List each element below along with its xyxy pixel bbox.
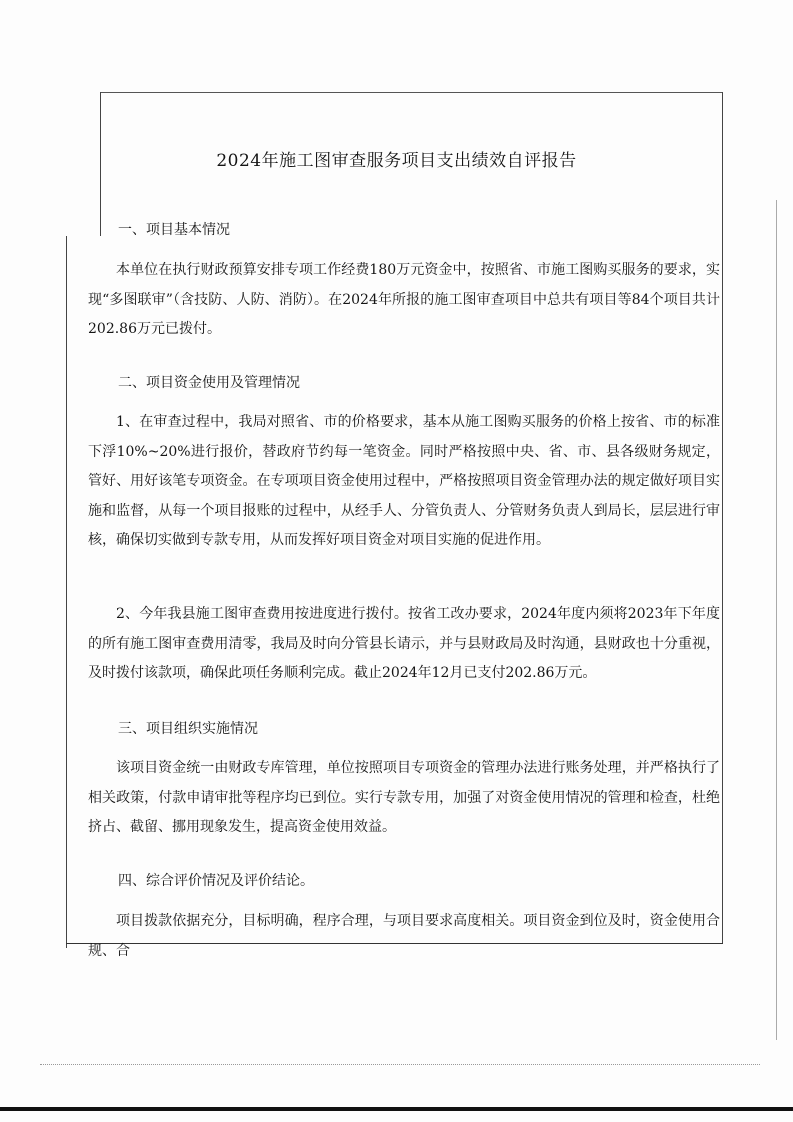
section-heading-evaluation: 四、综合评价情况及评价结论。: [118, 873, 314, 889]
paragraph-evaluation: 项目拨款依据充分，目标明确，程序合理，与项目要求高度相关。项目资金到位及时，资金使用合规、合: [88, 913, 720, 959]
frame-border-left-lower: [66, 236, 67, 948]
paragraph-fund-management-2: 2、今年我县施工图审查费用按进度进行拨付。按省工改办要求，2024年度内须将2023年下年度的所有施工图审查费用清零，我局及时向分管县长请示，并与县财政局及时沟通，县财政也十分重视，及时拨付该款项，确保此项任务顺利完成。截止2024年12月已支付202.86万元。: [88, 606, 720, 681]
document-title: 2024年施工图审查服务项目支出绩效自评报告: [216, 151, 577, 171]
paragraph-fund-management-1: 1、在审查过程中，我局对照省、市的价格要求，基本从施工图购买服务的价格上按省、市的标准下浮10%~20%进行报价，替政府节约每一笔资金。同时严格按照中央、省、市、县各级财务规定，管好、用好该笔专项资金。在专项项目资金使用过程中，严格按照项目资金管理办法的规定做好项目实施和监督，从每一个项目报账的过程中，从经手人、分管负责人、分管财务负责人到局长，层层进行审核，确保切实做到专款专用，从而发挥好项目资金对项目实施的促进作用。: [88, 414, 720, 548]
scan-bottom-edge: [0, 1107, 793, 1111]
paragraph-implementation: 该项目资金统一由财政专库管理，单位按照项目专项资金的管理办法进行账务处理，并严格执行了相关政策，付款申请审批等程序均已到位。实行专款专用，加强了对资金使用情况的管理和检查，杜绝挤占、截留、挪用现象发生，提高资金使用效益。: [88, 760, 720, 835]
frame-border-right: [722, 92, 723, 944]
section-heading-basic-info: 一、项目基本情况: [118, 222, 230, 238]
section-heading-implementation: 三、项目组织实施情况: [118, 721, 258, 737]
scan-artifact-line: [40, 1064, 760, 1066]
section-heading-fund-management: 二、项目资金使用及管理情况: [118, 375, 300, 391]
frame-border-top: [100, 92, 723, 93]
paragraph-basic-info: 本单位在执行财政预算安排专项工作经费180万元资金中，按照省、市施工图购买服务的要求，实现“多图联审”（含技防、人防、消防）。在2024年所报的施工图审查项目中总共有项目等84个项目共计202.86万元已拨付。: [88, 262, 720, 337]
scan-edge-line: [776, 200, 777, 1040]
